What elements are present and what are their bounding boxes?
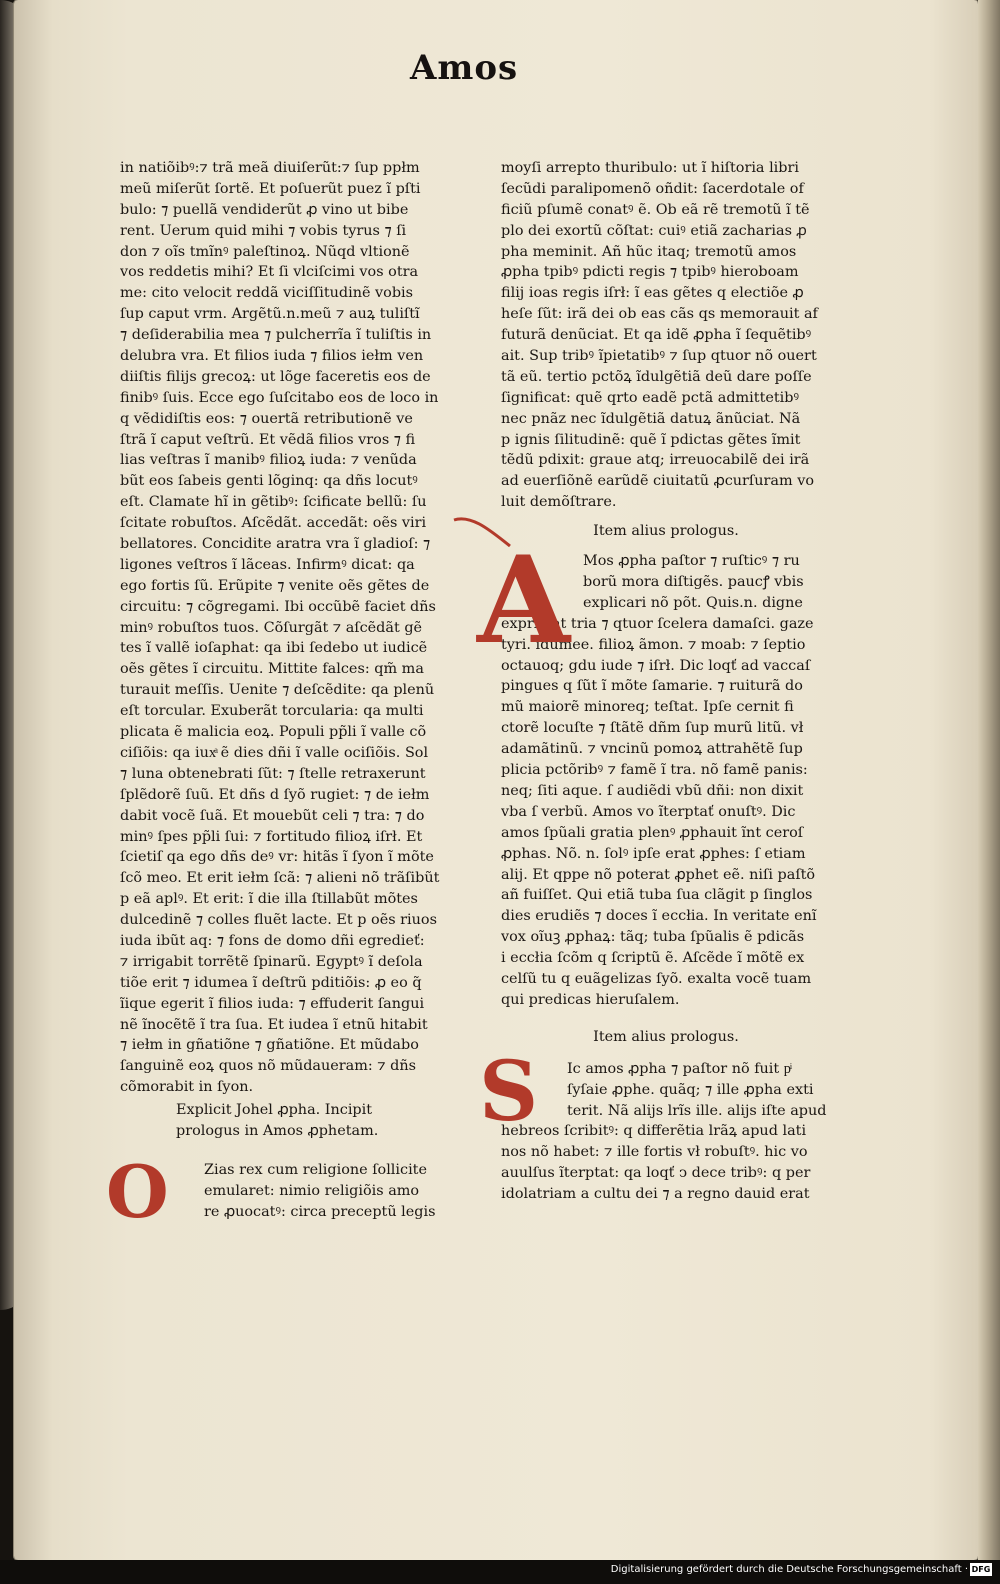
text-line: vos reddetis mihi? Et ſi vlciſcimi vos otra [120, 264, 419, 281]
text-line: minꝰ ſpes pp̃li ſui: ⁊ fortitudo filioꝝ iſrł. Et [120, 828, 423, 845]
text-line: futurã denũciat. Et qa idẽ ꝓpha ĩ ſequẽtibꝰ [501, 327, 812, 344]
rubric-initial-s: S [479, 1043, 539, 1140]
text-line: ſcõ meo. Et erit iełm ſcã: ⁊ alieni nõ trãſibũt [120, 870, 440, 887]
text-line: diiſtis filijs grecoꝝ: ut lõge faceretis eos de [120, 368, 431, 385]
text-line: re ꝓuocatꝰ: circa preceptũ legis [204, 1203, 436, 1220]
text-line: eſt. Clamate hĩ in gẽtibꝰ: ſcificate bellũ: ſu [120, 494, 427, 511]
text-line: celſũ tu q euãgelizas ſyõ. exalta vocẽ tuam [501, 970, 812, 987]
text-line: tẽdũ pdixit: graue atq; irreuocabilẽ dei irã [501, 452, 810, 469]
text-line: turauit meſſis. Uenite ⁊ deſcẽdite: qa plenũ [120, 682, 435, 699]
text-line: mũ maiorẽ minoreq; teſtat. Ipſe cernit fi [501, 699, 794, 716]
text-line: prologus in Amos ꝓphetam. [176, 1122, 379, 1139]
left-column [106, 158, 460, 1234]
text-line: nos nõ habet: ⁊ ille fortis vł robuſtꝰ. hic vo [501, 1144, 808, 1161]
text-line: Mos ꝓpha paſtor ⁊ ruſticꝰ ⁊ ru [583, 553, 800, 570]
text-line: ſcitate robuſtos. Aſcẽdãt. accedãt: oẽs viri [120, 515, 427, 532]
text-line: ꝓpha tpibꝰ pdicti regis ⁊ tpibꝰ hieroboam [501, 264, 799, 281]
text-line: rent. Uerum quid mihi ⁊ vobis tyrus ⁊ ſi [120, 222, 407, 239]
text-line: vba ſ verbũ. Amos vo ĩterptať onuſtꝰ. Dic [501, 803, 796, 820]
text-line: bũt eos ſabeis genti lõginq: qa dñs locutꝰ [120, 473, 418, 490]
text-line: ego fortis ſũ. Erũpite ⁊ venite oẽs gẽtes de [120, 577, 430, 594]
text-line: i eccłia ſcõm q ſcriptũ ẽ. Aſcẽde ĩ mõtẽ ex [501, 950, 805, 967]
text-line: ꝓphas. Nõ. n. ſolꝰ ipſe erat ꝓphes: ſ etiam [501, 845, 806, 862]
text-line: me: cito velocit reddã viciſſitudinẽ vobis [120, 285, 414, 302]
text-line: amos ſpũali gratia plenꝰ ꝓphauit ĩnt ceroſ [501, 824, 804, 841]
text-line: meũ miſerũt ſortẽ. Et poſuerũt puez ĩ pſti [120, 180, 421, 197]
text-line: nec pnãz nec ĩdulgẽtiã datuꝝ ãnũciat. Nã [501, 410, 801, 427]
page-edge-right [978, 0, 1000, 1560]
text-line: ciſiõis: qa iuxͣ ẽ dies dñi ĩ valle ociſiõis. Sol [120, 744, 429, 761]
text-line: luit demõſtrare. [501, 494, 617, 511]
text-line: nẽ ĩnocẽtẽ ĩ tra ſua. Et iudea ĩ etnũ hitabit [120, 1016, 428, 1033]
text-line: vox oĩuꝫ ꝓphaꝝ: tãq; tuba ſpũalis ẽ pdicãs [501, 929, 805, 946]
text-line: eſt torcular. Exuberãt torcularia: qa multi [120, 703, 424, 720]
text-line: ad euerſiõnẽ earũdẽ ciuitatũ ꝓcurſuram vo [501, 473, 814, 490]
text-line: emularet: nimio religiõis amo [204, 1182, 420, 1199]
text-line: auulſus ĩterptat: qa loqť ↄ dece tribꝰ: q per [501, 1165, 811, 1182]
text-line: plicata ẽ malicia eoꝝ. Populi pp̃li ĩ valle cõ [120, 724, 427, 741]
section-heading-1: Item alius prologus. [593, 523, 739, 540]
text-line: exprimat tria ⁊ qtuor ſcelera damaſci. gaze [501, 615, 814, 632]
dfg-logo: DFG [971, 1565, 991, 1574]
rubric-initial-a: A [477, 530, 571, 672]
text-line: bulo: ⁊ puellã vendiderũt ꝓ vino ut bibe [120, 201, 409, 218]
text-line: lias veſtras ĩ manibꝰ filioꝝ iuda: ⁊ venũda [120, 452, 417, 469]
text-line: moyſi arrepto thuribulo: ut ĩ hiſtoria libri [501, 160, 799, 176]
text-line: pha meminit. Añ hũc itaq; tremotũ amos [501, 243, 797, 260]
text-line: circuitu: ⁊ cõgregami. Ibi occũbẽ faciet dñs [120, 598, 436, 615]
paragraph-ozias [106, 1148, 460, 1234]
text-line: Zias rex cum religione ſollicite [204, 1161, 427, 1178]
text-line: ⁊ deſiderabilia mea ⁊ pulcherrĩa ĩ tuliſtis in [120, 327, 432, 344]
text-line: in natiõibꝰ:⁊ trã meã diuiſerũt:⁊ ſup ppłm [120, 160, 420, 176]
text-line: bellatores. Concidite aratra vra ĩ gladioſ: ⁊ [120, 536, 431, 553]
sic-text [501, 1059, 831, 1205]
text-line: ſtrã ĩ caput veſtrũ. Et vẽdã filios vros ⁊ fi [120, 431, 416, 448]
text-line: octauoq; gdu iude ⁊ iſrł. Dic loqť ad vaccaſ [501, 657, 811, 674]
text-line: ait. Sup tribꝰ ĩpietatibꝰ ⁊ ſup qtuor nõ ouert [501, 348, 817, 365]
text-line: añ fuiſſet. Qui etiã tuba ſua clãgit p ſinglos [501, 887, 813, 904]
footer-credit: Digitalisierung gefördert durch die Deutsche Forschungsgemeinschaft · [610, 1564, 968, 1575]
text-line: q vẽdidiſtis eos: ⁊ ouertã retributionẽ ve [120, 410, 413, 427]
text-line: adamãtinũ. ⁊ vncinũ pomoꝝ attrahẽtẽ ſup [501, 741, 803, 758]
text-line: neq; ſiti aque. ſ audiẽdi vbũ dñi: non dixit [501, 782, 804, 799]
text-line: terit. Nã alijs lrĩs ille. alijs iſte apud [567, 1102, 827, 1119]
text-line: borũ mora diſtigẽs. paucꝭ vbis [583, 574, 804, 591]
text-line: hebreos ſcribitꝰ: q differẽtia lrãꝝ apud lati [501, 1123, 807, 1140]
explicit-caption [120, 1100, 460, 1142]
running-head: Amos [410, 48, 519, 88]
text-line: ficiũ pſumẽ conatꝰ ẽ. Ob eã rẽ tremotũ ĩ tẽ [501, 201, 810, 218]
text-line: delubra vra. Et filios iuda ⁊ filios iełm ven [120, 348, 424, 365]
text-line: p eã aplꝰ. Et erit: ĩ die illa ſtillabũt mõtes [120, 891, 418, 908]
text-line: qui predicas hieruſalem. [501, 991, 680, 1008]
text-line: ſanguinẽ eoꝝ quos nõ mũdaueram: ⁊ dñs [120, 1058, 416, 1075]
text-line: finibꝰ ſuis. Ecce ego ſuſcitabo eos de loco in [120, 389, 439, 406]
text-line: Explicit Johel ꝓpha. Incipit [176, 1102, 373, 1119]
text-line: tyri. idumee. filioꝝ ãmon. ⁊ moab: ⁊ ſeptio [501, 636, 806, 653]
text-line: cõmorabit in ſyon. [120, 1079, 254, 1096]
text-line: dies erudiẽs ⁊ doces ĩ eccłia. In veritate enĩ [501, 908, 817, 925]
ozias-text [120, 1160, 460, 1223]
text-line: ligones veſtros ĩ lãceas. Infirmꝰ dicat: qa [120, 556, 415, 573]
text-line: ctorẽ locuſte ⁊ ſtãtẽ dñm ſup murũ litũ. vł [501, 720, 804, 737]
text-line: dabit vocẽ ſuã. Et mouebũt celi ⁊ tra: ⁊ do [120, 807, 425, 824]
text-line: idolatriam a cultu dei ⁊ a regno dauid erat [501, 1186, 810, 1203]
text-line: iuda ibũt aq: ⁊ fons de domo dñi egredieť: [120, 932, 425, 949]
text-line: plicia pctõribꝰ ⁊ famẽ ĩ tra. nõ famẽ panis: [501, 762, 808, 779]
text-line: filij ioas regis iſrł: ĩ eas gẽtes q electiõe ꝓ [501, 285, 804, 302]
text-line: ⁊ irrigabit torrẽtẽ ſpinarũ. Egyptꝰ ĩ deſola [120, 953, 423, 970]
text-line: ſyſaie ꝓphe. quãq; ⁊ ille ꝓpha exti [567, 1081, 814, 1098]
text-line: don ⁊ oĩs tmĩnꝰ paleſtinoꝝ. Nũqd vltionẽ [120, 243, 410, 260]
text-line: p ignis ſilitudinẽ: quẽ ĩ pdictas gẽtes ĩmit [501, 431, 801, 448]
text-line: minꝰ robuſtos tuos. Cõſurgãt ⁊ aſcẽdãt gẽ [120, 619, 423, 636]
left-column-text [120, 158, 460, 1098]
text-line: ⁊ iełm in gñatiõne ⁊ gñatiõne. Et mũdabo [120, 1037, 419, 1054]
section-heading-2: Item alius prologus. [593, 1028, 739, 1045]
paragraph-sic [479, 1043, 831, 1205]
right-column [477, 158, 831, 1205]
text-line: dulcedinẽ ⁊ colles fluẽt lacte. Et p oẽs riuos [120, 912, 437, 929]
text-line: ſignificat: quẽ qrto eadẽ pctã admittetibꝰ [501, 389, 799, 406]
text-line: ſplẽdorẽ ſuũ. Et dñs d ſyõ rugiet: ⁊ de iełm [120, 786, 430, 803]
text-line: Ic amos ꝓpha ⁊ paſtor nõ fuit pͥ [567, 1060, 791, 1077]
text-line: ſup caput vrm. Argẽtũ.n.meũ ⁊ auꝝ tuliſtĩ [120, 306, 420, 323]
text-line: alij. Et qppe nõ poterat ꝓphet eẽ. niſi paſtõ [501, 866, 816, 883]
rubric-initial-o: O [106, 1148, 169, 1234]
text-line: plo dei exortũ cõſtat: cuiꝰ etiã zacharias ꝓ [501, 222, 807, 239]
text-line: tes ĩ vallẽ ioſaphat: qa ibi ſedebo ut iudicẽ [120, 640, 428, 657]
text-line: explicari nõ põt. Quis.n. digne [583, 594, 803, 611]
text-line: ſecũdi paralipomenõ oñdit: ſacerdotale of [501, 180, 804, 197]
text-line: ĩique egerit ĩ filios iuda: ⁊ effuderit ſangui [120, 995, 425, 1012]
text-line: ſcietiſ qa ego dñs deꝰ vr: hitãs ĩ ſyon ĩ mõte [120, 849, 434, 866]
text-line: pingues q ſũt ĩ mõte ſamarie. ⁊ ruiturã do [501, 678, 803, 695]
text-line: oẽs gẽtes ĩ circuitu. Mittite falces: qm̃ ma [120, 661, 424, 678]
right-column-text [501, 158, 831, 513]
text-line: ⁊ luna obtenebrati ſũt: ⁊ ſtelle retraxerunt [120, 765, 426, 782]
text-line: tiõe erit ⁊ idumea ĩ deſtrũ pditiõis: ꝓ eo q̃ [120, 974, 422, 991]
text-line: heſe ſũt: irã dei ob eas cãs qs memorauit af [501, 306, 818, 323]
text-line: tã eũ. tertio pctõꝝ ĩdulgẽtiã deũ dare poſſe [501, 368, 812, 385]
